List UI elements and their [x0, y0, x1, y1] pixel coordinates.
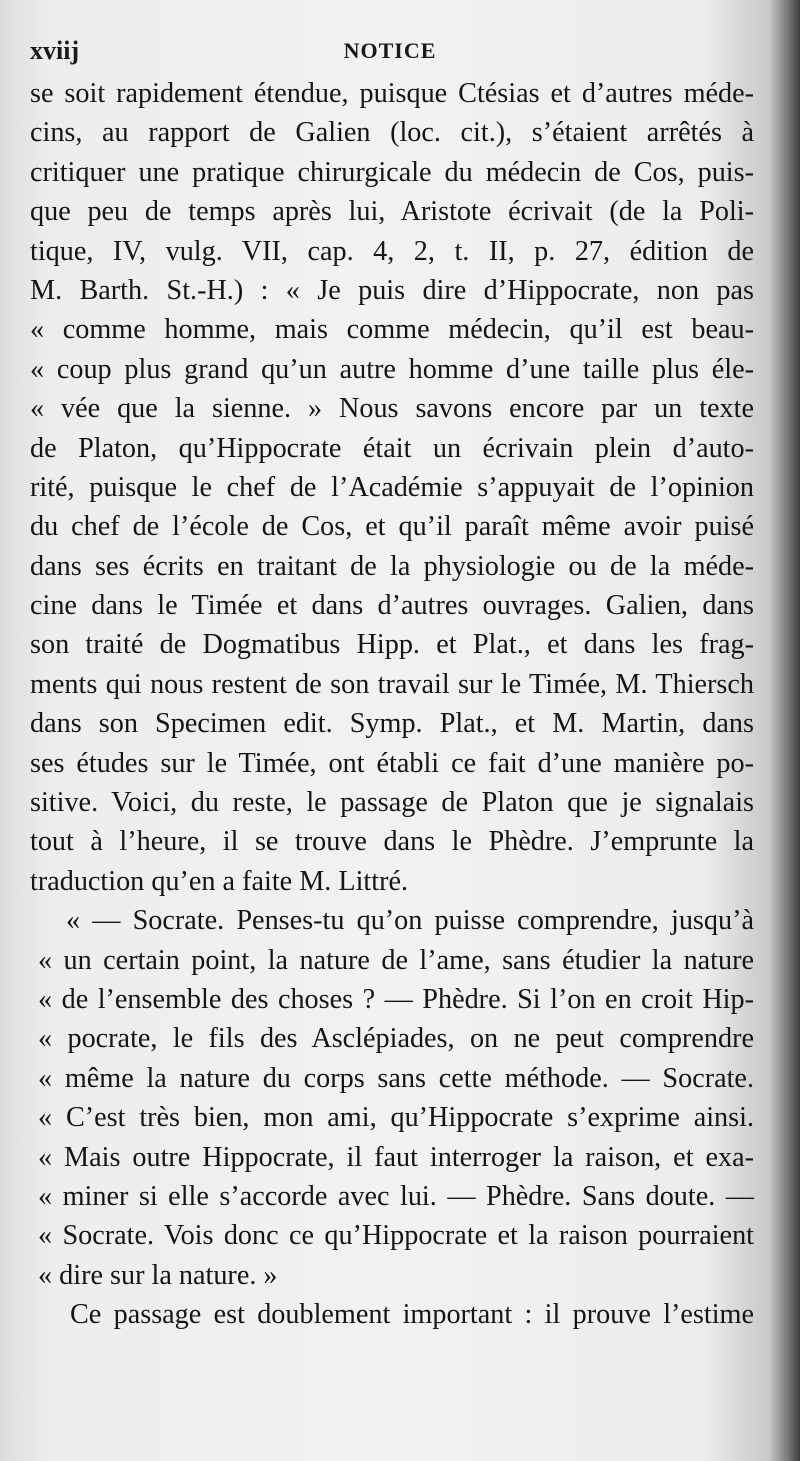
text-line: ses études sur le Timée, ont établi ce fait d’une manière po-: [30, 747, 754, 779]
text-line: son traité de Dogmatibus Hipp. et Plat., et dans les frag-: [30, 629, 754, 661]
body-text: [30, 74, 754, 1335]
quote-line: « même la nature du corps sans cette méthode. — Socrate.: [38, 1062, 754, 1094]
text-line: cins, au rapport de Galien (loc. cit.), s’étaient arrêtés à: [30, 117, 754, 149]
text-line: tout à l’heure, il se trouve dans le Phèdre. J’emprunte la: [30, 826, 754, 858]
text-line: se soit rapidement étendue, puisque Ctésias et d’autres méde-: [30, 78, 754, 109]
text-line: du chef de l’école de Cos, et qu’il paraît même avoir puisé: [30, 511, 754, 543]
text-line: rité, puisque le chef de l’Académie s’appuyait de l’opinion: [30, 471, 754, 503]
text-line: ments qui nous restent de son travail sur le Timée, M. Thiersch: [30, 668, 754, 700]
text-line: cine dans le Timée et dans d’autres ouvrages. Galien, dans: [30, 590, 754, 622]
quote-line: « miner si elle s’accorde avec lui. — Phèdre. Sans doute. —: [38, 1180, 754, 1212]
quote-line: « Mais outre Hippocrate, il faut interroger la raison, et exa-: [38, 1141, 754, 1173]
text-line: traduction qu’en a faite M. Littré.: [30, 865, 409, 897]
text-line: de Platon, qu’Hippocrate était un écrivain plein d’auto-: [30, 432, 754, 464]
quote-line: « — Socrate. Penses-tu qu’on puisse comprendre, jusqu’à: [66, 905, 754, 937]
text-line: critiquer une pratique chirurgicale du médecin de Cos, puis-: [30, 156, 754, 188]
running-head: NOTICE: [343, 38, 437, 63]
quote-line: « pocrate, le fils des Asclépiades, on ne peut comprendre: [38, 1023, 754, 1055]
text-line: dans ses écrits en traitant de la physiologie ou de la méde-: [30, 550, 754, 582]
text-line: sitive. Voici, du reste, le passage de Platon que je signalais: [30, 787, 754, 819]
text-line: M. Barth. St.-H.) : « Je puis dire d’Hippocrate, non pas: [30, 274, 754, 306]
page-number: xviij: [30, 36, 80, 65]
text-line: « coup plus grand qu’un autre homme d’une taille plus éle-: [30, 353, 754, 385]
quote-line: « Socrate. Vois donc ce qu’Hippocrate et la raison pourraient: [38, 1220, 754, 1252]
text-line: « comme homme, mais comme médecin, qu’il est beau-: [30, 314, 754, 346]
quote-line: « C’est très bien, mon ami, qu’Hippocrate s’exprime ainsi.: [38, 1102, 754, 1134]
text-line: « vée que la sienne. » Nous savons encore par un texte: [30, 393, 754, 425]
page-edge-shadow: [770, 0, 800, 1461]
text-line: Ce passage est doublement important : il prouve l’estime: [70, 1299, 754, 1331]
text-line: tique, IV, vulg. VII, cap. 4, 2, t. II, p. 27, édition de: [30, 235, 754, 267]
text-line: que peu de temps après lui, Aristote écrivait (de la Poli-: [30, 196, 754, 228]
quote-line: « dire sur la nature. »: [38, 1259, 278, 1291]
page-header: [30, 36, 750, 68]
quote-line: « un certain point, la nature de l’ame, sans étudier la nature: [38, 944, 754, 976]
text-line: dans son Specimen edit. Symp. Plat., et M. Martin, dans: [30, 708, 754, 740]
quote-line: « de l’ensemble des choses ? — Phèdre. Si l’on en croit Hip-: [38, 983, 754, 1015]
